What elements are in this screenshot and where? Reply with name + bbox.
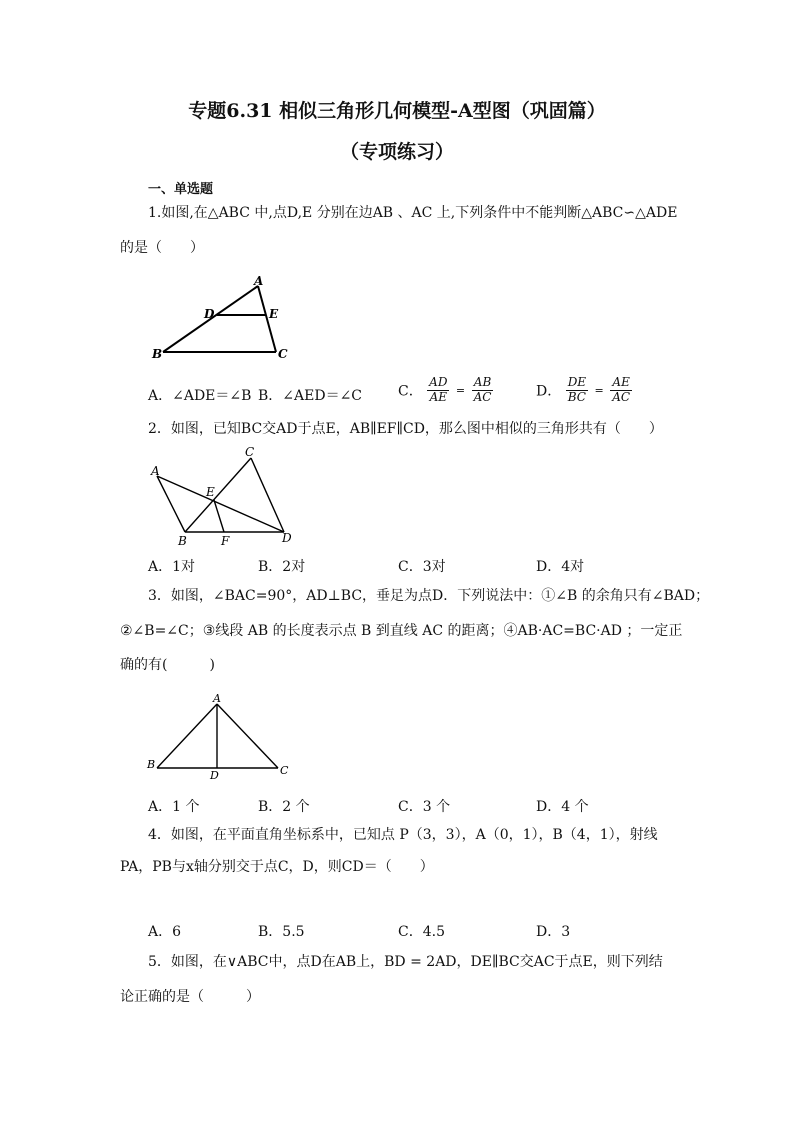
q3-label-b: B xyxy=(147,758,156,771)
q1-option-d-frac1 xyxy=(566,376,588,405)
q3-label-d: D xyxy=(210,769,219,782)
q1-label-c: C xyxy=(278,347,288,361)
q1-option-d xyxy=(536,376,632,405)
q1-label-a: A xyxy=(254,274,264,288)
q3-segment-ac xyxy=(217,704,278,768)
section-heading: 一、单选题 xyxy=(148,182,214,197)
q1-option-d-num1: DE xyxy=(567,375,587,389)
q2-segment-ad xyxy=(157,476,284,532)
q4-option-b: B．5.5 xyxy=(258,924,305,940)
q2-segment-cd xyxy=(251,458,284,532)
page-title: 专题6.31 相似三角形几何模型-A型图（巩固篇） xyxy=(188,100,606,122)
q1-triangle-figure xyxy=(148,274,298,364)
q3-option-d: D．4 个 xyxy=(536,799,589,815)
q5-text-line2: 论正确的是（ ） xyxy=(120,989,260,1005)
q1-option-d-num2: AE xyxy=(612,375,630,389)
q2-option-b: B．2对 xyxy=(258,559,306,575)
q1-option-c-den1: AE xyxy=(429,389,448,404)
q1-text-line1: 1.如图,在△ABC 中,点D,E 分别在边AB 、AC 上,下列条件中不能判断△ABC∽△ADE xyxy=(148,205,678,221)
q1-option-c-prefix: C． xyxy=(398,383,423,400)
q1-option-d-eq: = xyxy=(594,383,604,397)
q1-option-d-frac2 xyxy=(610,376,632,405)
q3-option-b: B．2 个 xyxy=(258,799,310,815)
q2-label-f: F xyxy=(221,534,230,548)
q3-text-line1: 3．如图，∠BAC=90°，AD⊥BC，垂足为点D．下列说法中：①∠B 的余角只有∠BAD； xyxy=(148,588,710,604)
q1-label-e: E xyxy=(269,307,279,321)
q1-option-c-num2: AB xyxy=(473,375,492,389)
q1-label-d: D xyxy=(204,307,215,321)
q1-label-b: B xyxy=(152,347,163,361)
q2-option-a: A．1对 xyxy=(148,559,196,575)
q4-option-a: A．6 xyxy=(148,924,182,940)
q1-option-c-den2: AC xyxy=(473,389,492,404)
q5-text-line1: 5．如图，在∨ABC中，点D在AB上，BD = 2AD，DE∥BC交AC于点E，则下列结 xyxy=(148,954,663,970)
q3-segment-ab xyxy=(157,704,217,768)
q4-text-line1: 4．如图，在平面直角坐标系中，已知点 P（3，3），A（0，1），B（4，1），射线 xyxy=(148,827,658,843)
q1-option-d-den2: AC xyxy=(612,389,631,404)
q1-option-c-frac2 xyxy=(472,376,494,405)
q1-option-c-eq: = xyxy=(455,383,466,397)
q3-label-a: A xyxy=(213,692,221,705)
q2-text-line1: 2．如图，已知BC交AD于点E，AB∥EF∥CD，那么图中相似的三角形共有（ ） xyxy=(148,421,663,437)
q2-figure xyxy=(148,444,296,548)
q2-label-d: D xyxy=(282,531,292,545)
q3-text-line3: 确的有( ) xyxy=(120,657,215,673)
q2-label-a: A xyxy=(151,464,160,478)
q1-option-c-num1: AD xyxy=(429,375,448,389)
q4-text-line2: PA，PB与x轴分别交于点C，D，则CD＝（ ） xyxy=(120,859,434,875)
q1-option-c xyxy=(398,376,493,405)
q2-segment-bc xyxy=(185,458,251,532)
q2-option-c: C．3对 xyxy=(398,559,446,575)
q1-option-d-den1: BC xyxy=(567,389,586,404)
q3-option-c: C．3 个 xyxy=(398,799,451,815)
q2-label-c: C xyxy=(245,445,255,459)
q2-label-e: E xyxy=(206,485,215,499)
q1-text-line2: 的是（ ） xyxy=(120,240,204,256)
q3-label-c: C xyxy=(280,764,289,777)
q1-option-c-frac1 xyxy=(427,376,449,405)
q3-figure xyxy=(145,690,295,782)
page-subtitle: （专项练习） xyxy=(339,141,454,163)
q1-option-b: B．∠AED＝∠C xyxy=(258,388,363,404)
q3-option-a: A．1 个 xyxy=(148,799,200,815)
q2-option-d: D．4对 xyxy=(536,559,585,575)
q4-option-d: D．3 xyxy=(536,924,571,940)
q1-option-a: A．∠ADE＝∠B xyxy=(148,388,252,404)
q2-segment-ab xyxy=(157,476,185,532)
q3-text-line2: ②∠B=∠C；③线段 AB 的长度表示点 B 到直线 AC 的距离；④AB·AC=BC·AD ；一定正 xyxy=(120,623,683,639)
q1-option-d-prefix: D． xyxy=(536,383,562,400)
q4-option-c: C．4.5 xyxy=(398,924,445,940)
q2-label-b: B xyxy=(178,534,187,548)
